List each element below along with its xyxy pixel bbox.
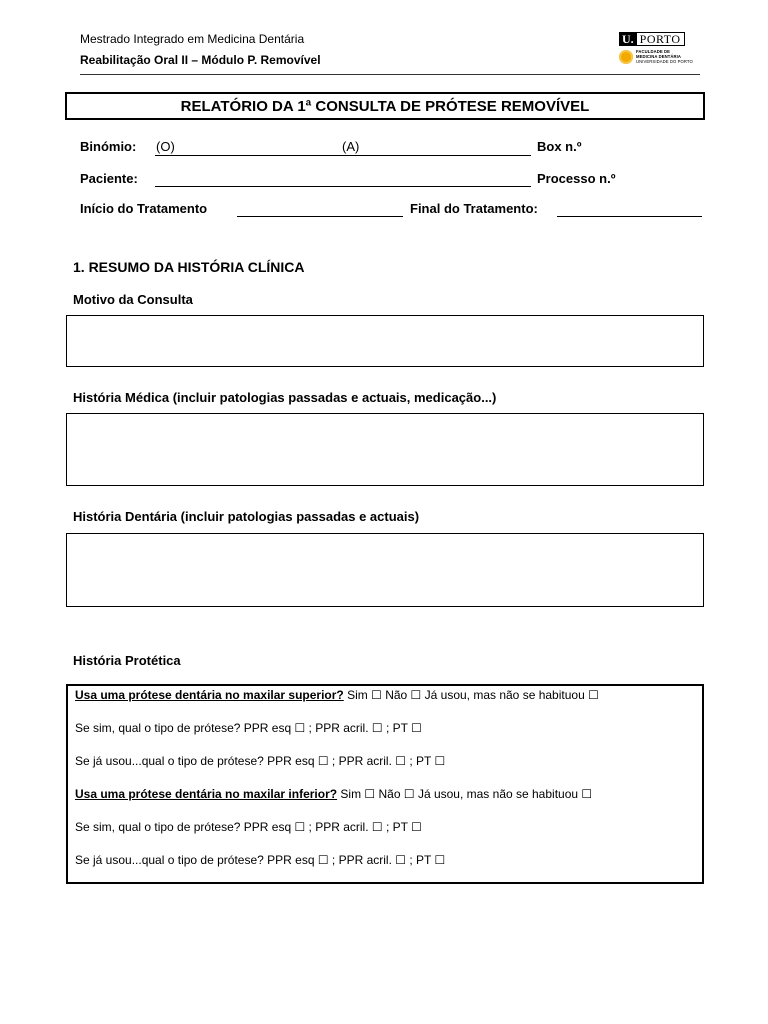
- section-heading: 1. RESUMO DA HISTÓRIA CLÍNICA: [73, 259, 305, 275]
- historia-protetica-label: História Protética: [73, 653, 181, 668]
- final-tratamento-field[interactable]: [557, 216, 702, 217]
- inferior-ja-usou-question[interactable]: Se já usou...qual o tipo de prótese? PPR esq ☐ ; PPR acril. ☐ ; PT ☐: [75, 853, 446, 867]
- superior-ja-usou-question[interactable]: Se já usou...qual o tipo de prótese? PPR esq ☐ ; PPR acril. ☐ ; PT ☐: [75, 754, 446, 768]
- motivo-label: Motivo da Consulta: [73, 292, 193, 307]
- logo-circle-icon: [619, 50, 633, 64]
- historia-medica-label: História Médica (incluir patologias passadas e actuais, medicação...): [73, 390, 497, 405]
- header-course: Mestrado Integrado em Medicina Dentária: [80, 32, 305, 46]
- historia-dentaria-textbox[interactable]: [66, 533, 704, 607]
- binomio-field[interactable]: [155, 155, 531, 156]
- binomio-a-label: (A): [342, 139, 360, 154]
- historia-dentaria-label: História Dentária (incluir patologias passadas e actuais): [73, 509, 420, 524]
- final-tratamento-label: Final do Tratamento:: [410, 201, 538, 216]
- superior-tipo-question[interactable]: Se sim, qual o tipo de prótese? PPR esq ☐ ; PPR acril. ☐ ; PT ☐: [75, 721, 422, 735]
- binomio-label: Binómio:: [80, 139, 137, 154]
- logo-u: U.: [619, 32, 637, 46]
- motivo-textbox[interactable]: [66, 315, 704, 367]
- inicio-tratamento-field[interactable]: [237, 216, 403, 217]
- inferior-tipo-question[interactable]: Se sim, qual o tipo de prótese? PPR esq ☐ ; PPR acril. ☐ ; PT ☐: [75, 820, 422, 834]
- paciente-label: Paciente:: [80, 171, 138, 186]
- superior-question: Usa uma prótese dentária no maxilar superior? Sim ☐ Não ☐ Já usou, mas não se habituou ☐: [75, 688, 599, 702]
- header-divider: [80, 74, 700, 75]
- inicio-tratamento-label: Início do Tratamento: [80, 201, 208, 216]
- processo-label: Processo n.º: [537, 171, 616, 186]
- paciente-field[interactable]: [155, 186, 531, 187]
- logo-porto: PORTO: [637, 32, 685, 46]
- logo-faculty: FACULDADE DE MEDICINA DENTÁRIA UNIVERSIDADE DO PORTO: [636, 49, 693, 64]
- historia-medica-textbox[interactable]: [66, 413, 704, 486]
- box-number-label: Box n.º: [537, 139, 582, 154]
- historia-protetica-box: [66, 684, 704, 884]
- header-module: Reabilitação Oral II – Módulo P. Removível: [80, 53, 321, 67]
- document-title: RELATÓRIO DA 1ª CONSULTA DE PRÓTESE REMOVÍVEL: [65, 92, 705, 120]
- inferior-question: Usa uma prótese dentária no maxilar inferior? Sim ☐ Não ☐ Já usou, mas não se habituou ☐: [75, 787, 593, 801]
- university-logo: [619, 32, 695, 70]
- binomio-o-label: (O): [156, 139, 175, 154]
